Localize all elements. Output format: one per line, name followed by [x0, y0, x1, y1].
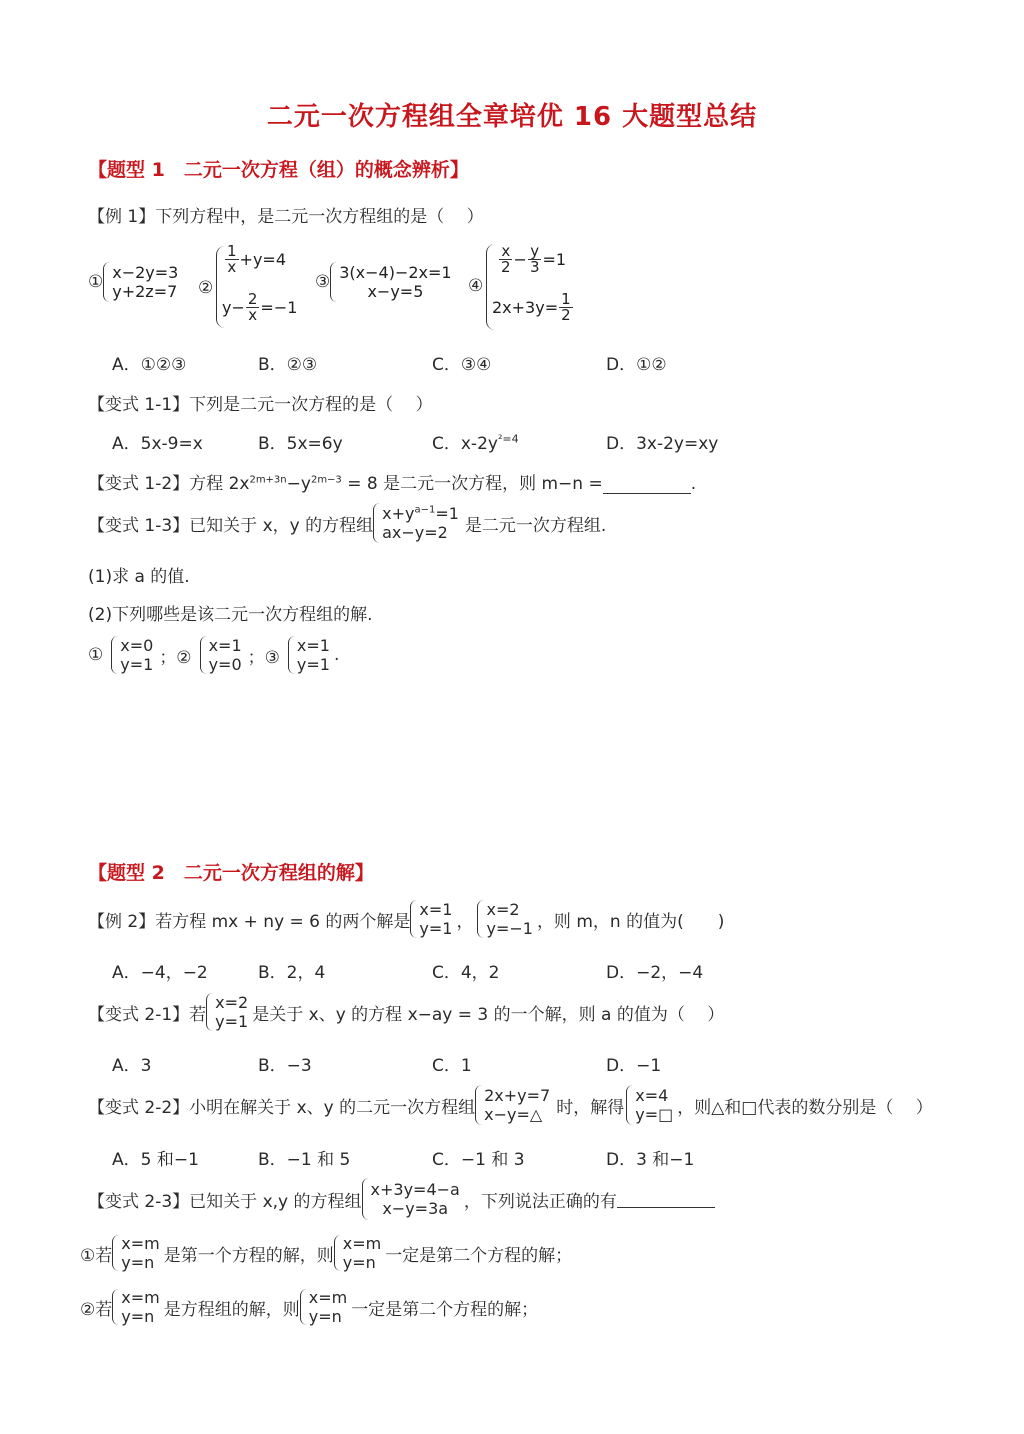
option-c: C．4，2	[432, 963, 500, 983]
equation: y=n	[308, 1307, 342, 1326]
option-a: A．5x-9=x	[112, 434, 203, 454]
equation: x−y=△	[484, 1105, 543, 1124]
text: ，则△和□代表的数分别是（ ）	[677, 1097, 933, 1118]
text: 一定是第二个方程的解；	[351, 1299, 539, 1320]
equation: 3(x−4)−2x=1	[339, 263, 452, 282]
choice-2-row-1	[224, 244, 286, 275]
equation: x=2	[215, 993, 249, 1012]
brace	[477, 900, 484, 938]
brace	[373, 503, 380, 543]
equation: =1	[542, 250, 567, 269]
text: .	[333, 645, 340, 665]
equation: 2x+3y=	[492, 298, 559, 317]
equation: y=1	[296, 655, 330, 674]
equation: y=−1	[486, 919, 533, 938]
numerator: 2	[247, 290, 258, 308]
choice-1	[88, 262, 178, 302]
equation-part: x+y	[382, 504, 415, 523]
equation: y=n	[121, 1253, 155, 1272]
text: 是关于 x、y 的方程 x−ay = 3 的一个解，则 a 的值为（ ）	[252, 1004, 725, 1025]
equation: y+2z=7	[112, 282, 178, 301]
brace	[288, 636, 295, 674]
numerator: 1	[227, 242, 237, 260]
option-c-exponent: ²=4	[497, 432, 519, 446]
page-title: 二元一次方程组全章培优 16 大题型总结	[266, 102, 758, 132]
equation: 2x+y=7	[484, 1086, 551, 1105]
choice-3	[315, 262, 452, 302]
text: 是方程组的解，则	[163, 1299, 300, 1320]
option-b: B．−1 和 5	[258, 1150, 351, 1170]
equation: x=2	[486, 900, 520, 919]
option-a: A．①②③	[112, 355, 187, 375]
text: −y	[286, 474, 311, 494]
equation: y=n	[121, 1307, 155, 1326]
option-d: D．−2，−4	[606, 963, 704, 983]
brace	[200, 636, 207, 674]
equation: y=1	[120, 655, 154, 674]
denominator: x	[248, 306, 258, 324]
option-b: B．5x=6y	[258, 434, 343, 454]
brace	[103, 262, 110, 302]
text: ②若	[80, 1299, 113, 1320]
denominator: 2	[501, 258, 511, 276]
equation: x+3y=4−a	[370, 1180, 460, 1199]
equation: x=1	[419, 900, 453, 919]
brace	[334, 1235, 341, 1271]
equation: x=0	[120, 636, 154, 655]
equation: y=1	[215, 1012, 249, 1031]
choice-2-row-2	[222, 292, 297, 323]
equation: ax−y=2	[382, 523, 448, 542]
equation: y=1	[419, 919, 453, 938]
text: .	[690, 474, 697, 494]
equation: x−y=3a	[382, 1199, 449, 1218]
text: 【变式 1-2】方程 2x	[88, 474, 250, 494]
exponent: 2m+3n	[249, 474, 287, 486]
text: ①若	[80, 1245, 113, 1266]
question-2: (2)下列哪些是该二元一次方程组的解.	[88, 605, 373, 625]
equation: x=1	[296, 636, 330, 655]
equation: x=m	[121, 1288, 160, 1307]
brace	[626, 1085, 633, 1125]
brace	[206, 993, 213, 1031]
option-d: D．3 和−1	[606, 1150, 695, 1170]
option-c-text: C．x-2y	[432, 434, 498, 454]
brace	[410, 900, 417, 938]
example-1-prompt: 【例 1】下列方程中，是二元一次方程组的是（ ）	[88, 207, 484, 227]
answer-blank[interactable]	[617, 1191, 715, 1208]
brace	[112, 1235, 119, 1271]
statement-1	[80, 1234, 572, 1272]
equation: x=4	[635, 1086, 669, 1105]
exponent: a−1	[414, 504, 436, 516]
text: 【变式 2-1】若	[88, 1004, 207, 1025]
text: ，下列说法正确的有	[463, 1191, 617, 1212]
choice-label: ①	[88, 645, 104, 665]
choice-label: ②	[198, 278, 214, 298]
denominator: 2	[561, 306, 571, 324]
equation: x=m	[342, 1234, 382, 1253]
option-d: D．3x-2y=xy	[606, 434, 719, 454]
option-d: D．①②	[606, 355, 667, 375]
option-c: C．1	[432, 1056, 472, 1076]
brace	[475, 1085, 482, 1125]
section-heading-2: 【题型 2 二元一次方程组的解】	[88, 862, 374, 884]
option-c: C．③④	[432, 355, 492, 375]
equation: +y=4	[239, 250, 287, 269]
section-heading-1: 【题型 1 二元一次方程（组）的概念辨析】	[88, 159, 469, 181]
choice-label: ③	[315, 272, 331, 292]
text: 【变式 2-2】小明在解关于 x、y 的二元一次方程组	[88, 1097, 476, 1118]
example-2-prompt	[88, 900, 724, 938]
brace	[330, 262, 337, 302]
variant-1-2-prompt	[88, 469, 696, 494]
option-c	[432, 429, 519, 454]
separator: ；②	[159, 647, 192, 668]
choice-4-row-1	[498, 244, 566, 275]
text: 一定是第二个方程的解；	[385, 1245, 573, 1266]
equation: −	[513, 250, 527, 269]
equation: y=□	[635, 1105, 674, 1124]
variant-1-1-prompt: 【变式 1-1】下列是二元一次方程的是（ ）	[88, 395, 433, 415]
option-a: A．3	[112, 1056, 152, 1076]
brace	[362, 1178, 369, 1220]
text: 【例 2】若方程 mx + ny = 6 的两个解是	[88, 911, 411, 932]
text: = 8 是二元一次方程，则 m−n =	[341, 474, 603, 494]
brace	[300, 1289, 307, 1325]
equation: y=n	[342, 1253, 376, 1272]
text: ，则 m，n 的值为( )	[536, 911, 725, 932]
equation: y−	[222, 298, 245, 317]
brace	[111, 636, 118, 674]
equation	[382, 504, 459, 523]
text: ，	[456, 911, 474, 932]
option-a: A．−4，−2	[112, 963, 208, 983]
equation: x−y=5	[367, 282, 424, 301]
equation-part: =1	[435, 504, 459, 523]
choice-label: ④	[468, 276, 484, 296]
statement-2	[80, 1288, 538, 1326]
brace	[112, 1289, 119, 1325]
text: 【变式 1-3】已知关于 x，y 的方程组	[88, 515, 374, 536]
equation: x=m	[308, 1288, 348, 1307]
option-a: A．5 和−1	[112, 1150, 199, 1170]
equation: x=1	[208, 636, 242, 655]
text: 【变式 2-3】已知关于 x,y 的方程组	[88, 1191, 362, 1212]
text: 是二元一次方程组.	[464, 515, 607, 536]
numerator: x	[501, 242, 511, 260]
denominator: x	[227, 258, 237, 276]
equation: y=0	[208, 655, 242, 674]
variant-2-2-prompt	[88, 1085, 933, 1125]
variant-2-3-prompt	[88, 1178, 715, 1220]
option-b: B．2，4	[258, 963, 326, 983]
option-b: B．②③	[258, 355, 318, 375]
numerator: y	[530, 242, 540, 260]
option-c: C．−1 和 3	[432, 1150, 525, 1170]
option-b: B．−3	[258, 1056, 312, 1076]
solution-options	[88, 636, 339, 674]
denominator: 3	[529, 258, 540, 276]
exponent: 2m−3	[310, 474, 342, 486]
question-1: (1)求 a 的值.	[88, 567, 190, 587]
equation: x=m	[121, 1234, 160, 1253]
numerator: 1	[561, 290, 571, 308]
choice-4-row-2	[492, 292, 574, 323]
equation: x−2y=3	[112, 263, 179, 282]
equation: =−1	[260, 298, 298, 317]
variant-1-3-prompt	[88, 503, 606, 543]
separator: ；③	[247, 647, 280, 668]
text: 是第一个方程的解，则	[163, 1245, 334, 1266]
option-d: D．−1	[606, 1056, 662, 1076]
variant-2-1-prompt	[88, 993, 724, 1031]
choice-label: ①	[88, 272, 104, 292]
text: 时，解得	[556, 1097, 625, 1118]
answer-blank[interactable]	[603, 477, 691, 494]
